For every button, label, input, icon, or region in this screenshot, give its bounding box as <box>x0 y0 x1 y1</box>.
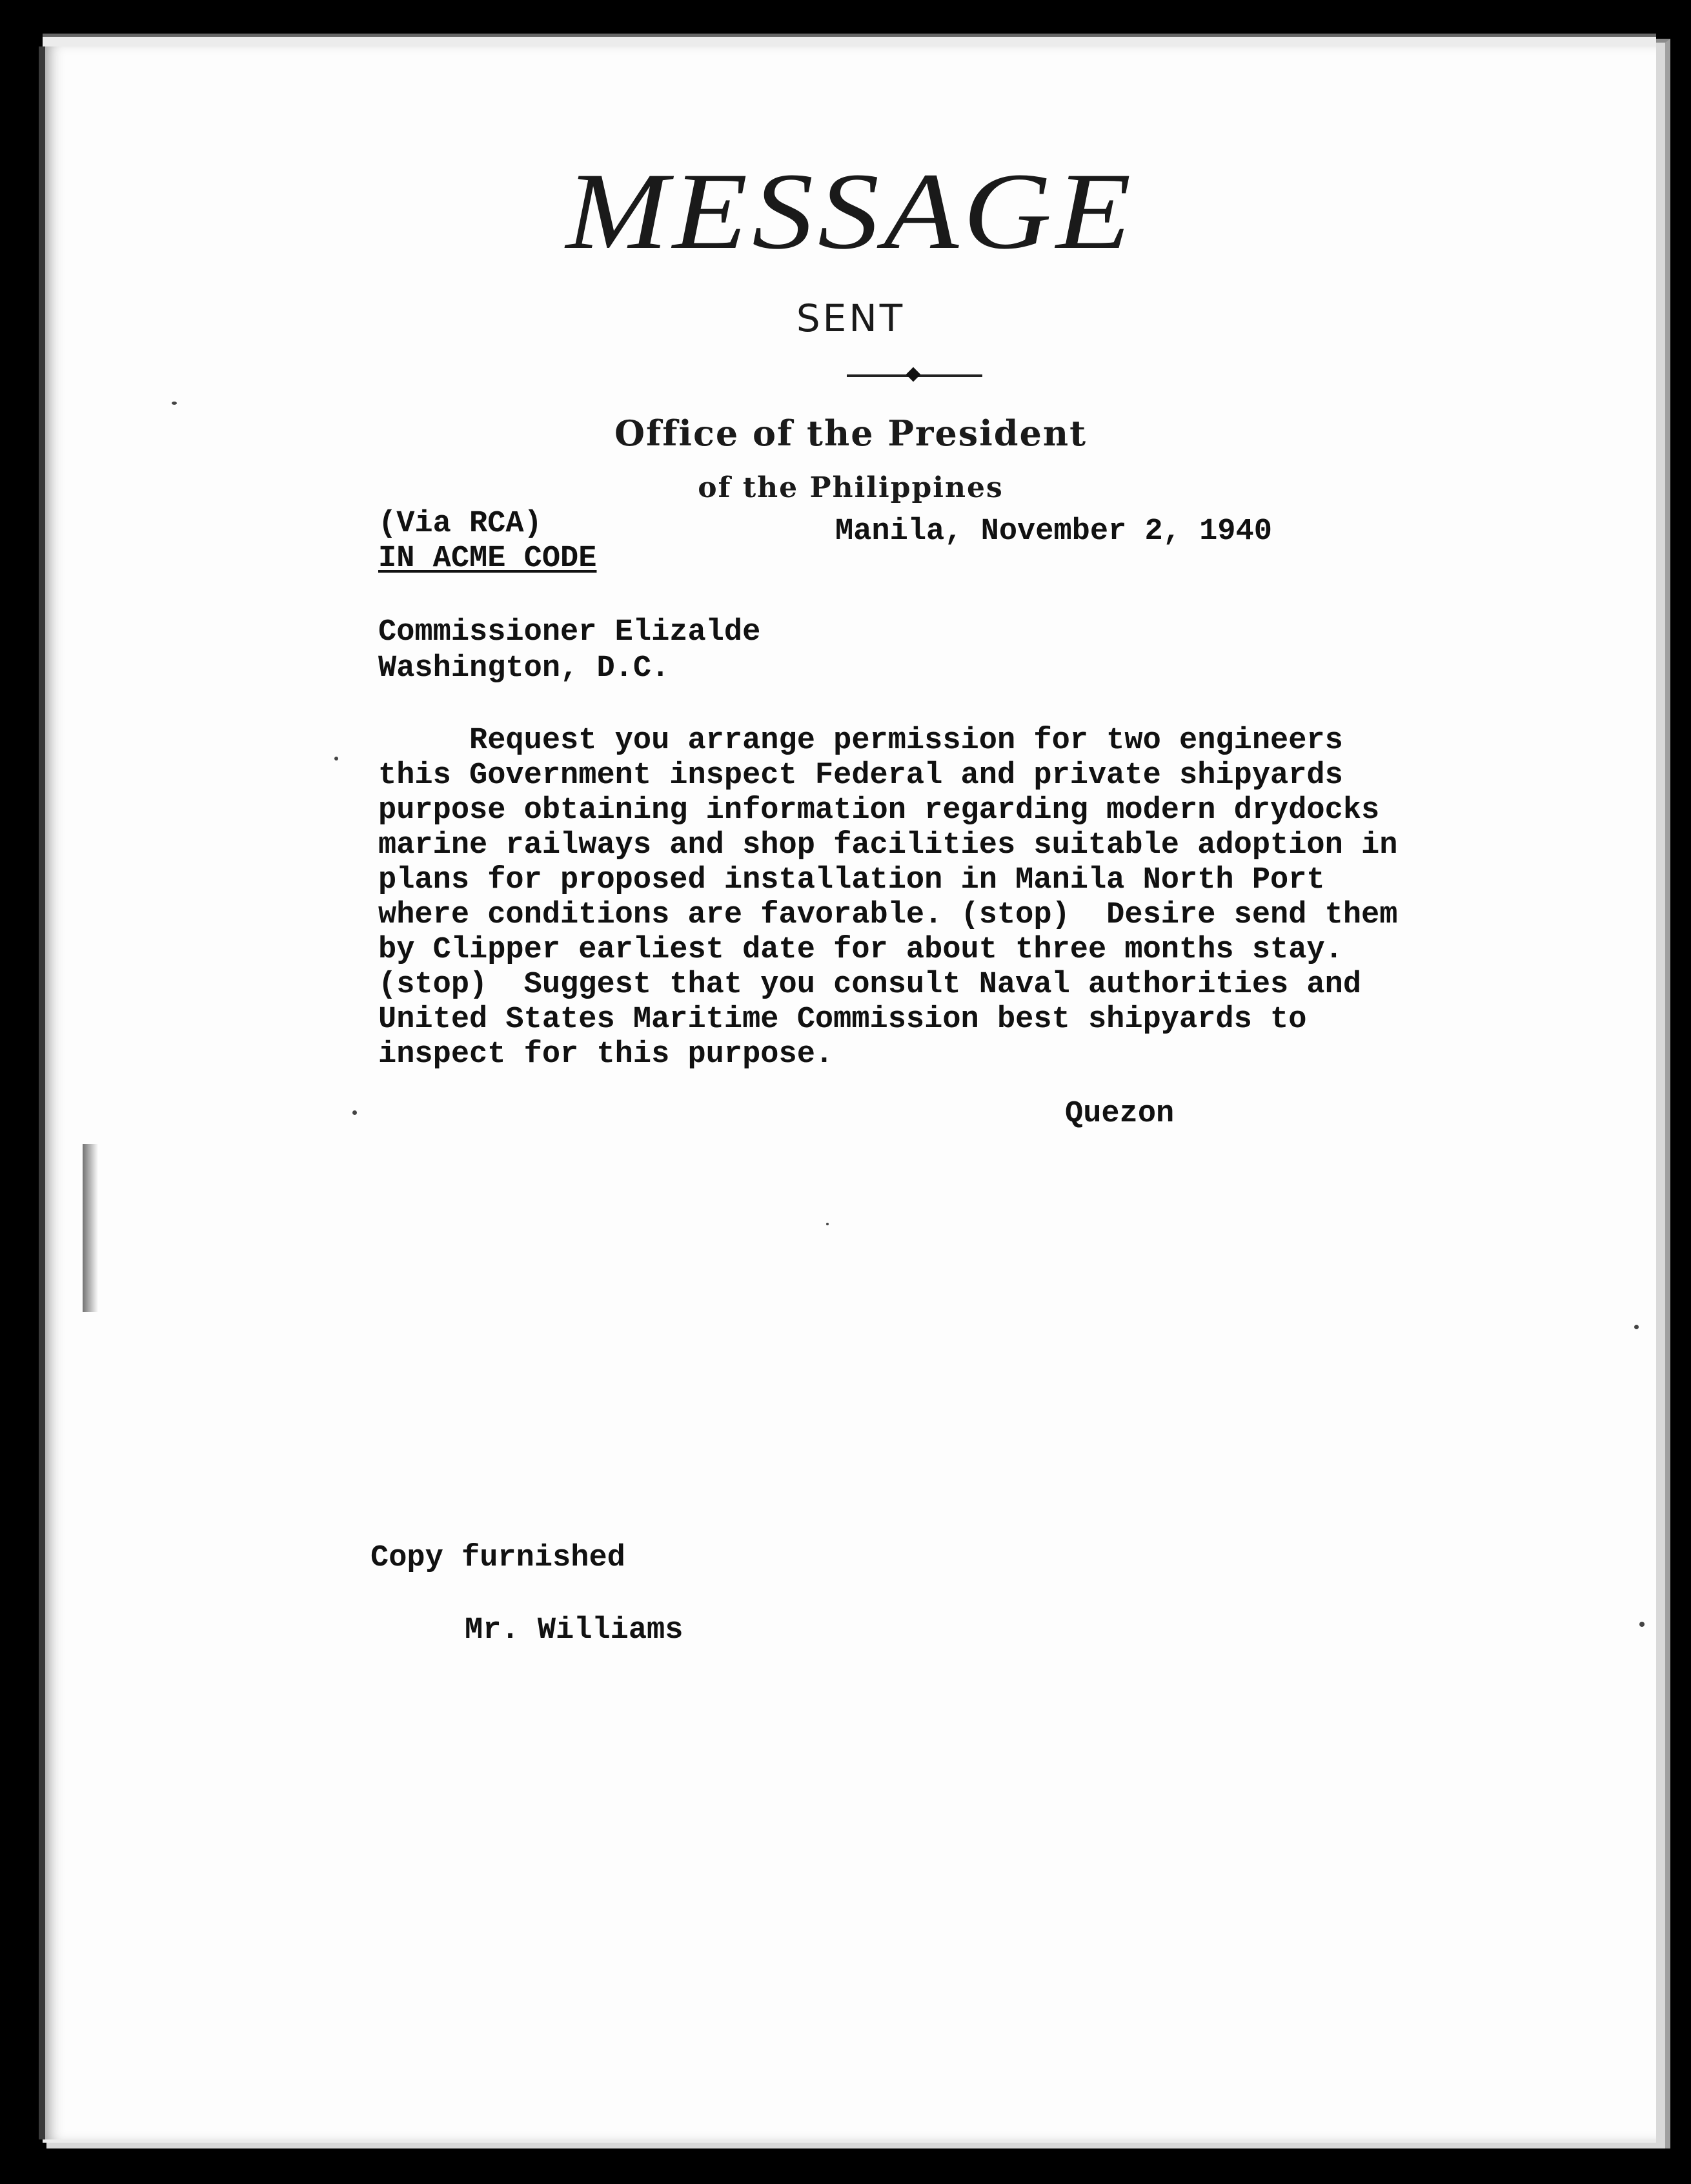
message-sheet <box>39 46 1656 2139</box>
body-line: Request you arrange permission for two engineers <box>378 724 1343 758</box>
letterhead-title: MESSAGE <box>565 150 1136 272</box>
letterhead-office: Office of the President <box>614 413 1088 454</box>
body-line: by Clipper earliest date for about three months stay. <box>378 933 1343 967</box>
scan-shadow <box>83 1144 98 1312</box>
body-line: purpose obtaining information regarding modern drydocks <box>378 793 1380 828</box>
body-line: United States Maritime Commission best shipyards to <box>378 1003 1307 1037</box>
ornament-diamond <box>906 367 921 382</box>
addressee-name: Commissioner Elizalde <box>378 615 761 649</box>
letterhead-office-sub: of the Philippines <box>698 471 1004 504</box>
code-note: IN ACME CODE <box>378 542 597 576</box>
signature: Quezon <box>1065 1097 1175 1131</box>
transmission-note: (Via RCA) <box>378 507 542 541</box>
copy-label: Copy furnished <box>370 1541 625 1575</box>
letterhead-subtitle: SENT <box>796 296 906 340</box>
addressee-location: Washington, D.C. <box>378 651 670 686</box>
body-line: marine railways and shop facilities suitable adoption in <box>378 828 1398 862</box>
body-line: (stop) Suggest that you consult Naval authorities and <box>378 968 1362 1002</box>
copy-recipient: Mr. Williams <box>465 1613 683 1648</box>
place-date: Manila, November 2, 1940 <box>835 515 1272 549</box>
body-line: where conditions are favorable. (stop) Desire send them <box>378 898 1398 932</box>
body-line: plans for proposed installation in Manila North Port <box>378 863 1325 897</box>
body-line: this Government inspect Federal and private shipyards <box>378 759 1343 793</box>
body-line: inspect for this purpose. <box>378 1037 834 1072</box>
